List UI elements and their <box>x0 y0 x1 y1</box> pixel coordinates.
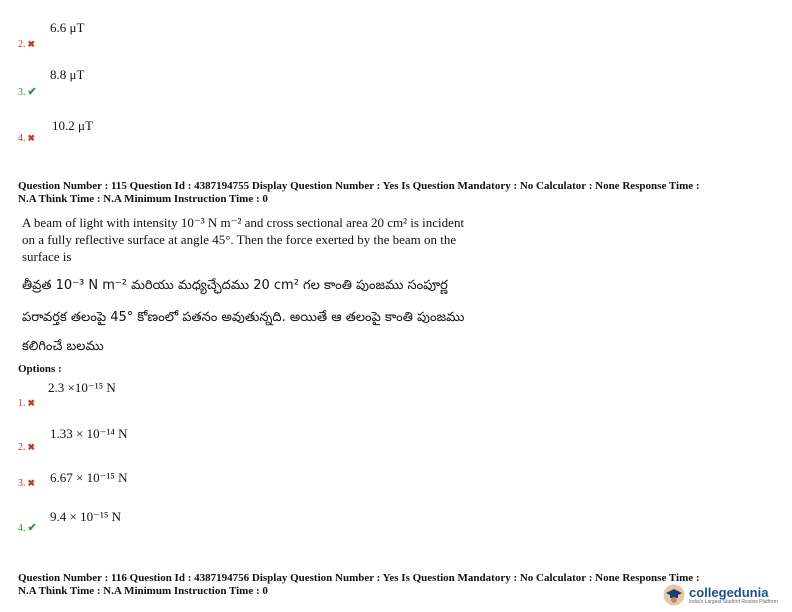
question-line: on a fully reflective surface at angle 45°. Then the force exerted by the beam on the <box>22 232 457 247</box>
question-text-english <box>22 214 562 265</box>
wrong-icon: ✖ <box>27 133 36 143</box>
option-marker <box>18 518 37 536</box>
option-value: 8.8 μT <box>50 67 85 82</box>
option-number: 3. <box>18 87 26 98</box>
option-number: 2. <box>18 442 26 453</box>
meta-line: Question Number : 115 Question Id : 4387194755 Display Question Number : Yes Is Question Mandatory : No Calculator : None Response Time : <box>18 180 700 192</box>
correct-check-icon: ✔ <box>27 522 37 534</box>
graduation-cap-icon <box>663 584 685 606</box>
option-marker <box>18 437 35 455</box>
option-number: 3. <box>18 478 26 489</box>
option-value: 6.67 × 10⁻¹⁵ N <box>50 470 128 485</box>
meta-line: N.A Think Time : N.A Minimum Instruction Time : 0 <box>18 193 268 205</box>
options-label: Options : <box>18 363 62 375</box>
option-marker <box>18 473 35 491</box>
question-text-telugu-line: పరావర్తక తలంపై 45° కోణంలో పతనం అవుతున్నది. అయితే ఆ తలంపై కాంతి పుంజము <box>22 310 465 325</box>
option-marker <box>18 393 35 411</box>
wrong-icon: ✖ <box>27 398 36 408</box>
collegedunia-logo <box>663 584 778 606</box>
option-value: 6.6 μT <box>50 20 85 35</box>
option-number: 2. <box>18 39 26 50</box>
option-number: 1. <box>18 398 26 409</box>
option-value: 9.4 × 10⁻¹⁵ N <box>50 509 122 524</box>
question-line: surface is <box>22 249 72 264</box>
option-marker <box>18 128 35 146</box>
wrong-icon: ✖ <box>27 442 36 452</box>
option-number: 4. <box>18 133 26 144</box>
question-text-telugu-line: కలిగించే బలము <box>22 339 104 354</box>
option-marker <box>18 34 35 52</box>
meta-line: Question Number : 116 Question Id : 4387194756 Display Question Number : Yes Is Question Mandatory : No Calculator : None Response Time : <box>18 572 700 584</box>
option-value: 2.3 ×10⁻¹⁵ N <box>48 380 116 395</box>
option-marker <box>18 82 37 100</box>
question-line: A beam of light with intensity 10⁻³ N m⁻² and cross sectional area 20 cm² is incident <box>22 215 465 230</box>
option-value: 10.2 μT <box>52 118 93 133</box>
question-text-telugu-line: తీవ్రత 10⁻³ N m⁻² మరియు మధ్యచ్ఛేదము 20 cm² గల కాంతి పుంజము సంపూర్ణ <box>22 278 448 293</box>
question-meta <box>18 180 778 206</box>
option-number: 4. <box>18 523 26 534</box>
meta-line: N.A Think Time : N.A Minimum Instruction Time : 0 <box>18 585 268 597</box>
logo-tagline: India's Largest Student Review Platform <box>689 598 778 605</box>
wrong-icon: ✖ <box>27 478 36 488</box>
correct-check-icon: ✔ <box>27 86 37 98</box>
logo-name: collegedunia <box>689 584 769 600</box>
option-value: 1.33 × 10⁻¹⁴ N <box>50 426 128 441</box>
wrong-icon: ✖ <box>27 39 36 49</box>
